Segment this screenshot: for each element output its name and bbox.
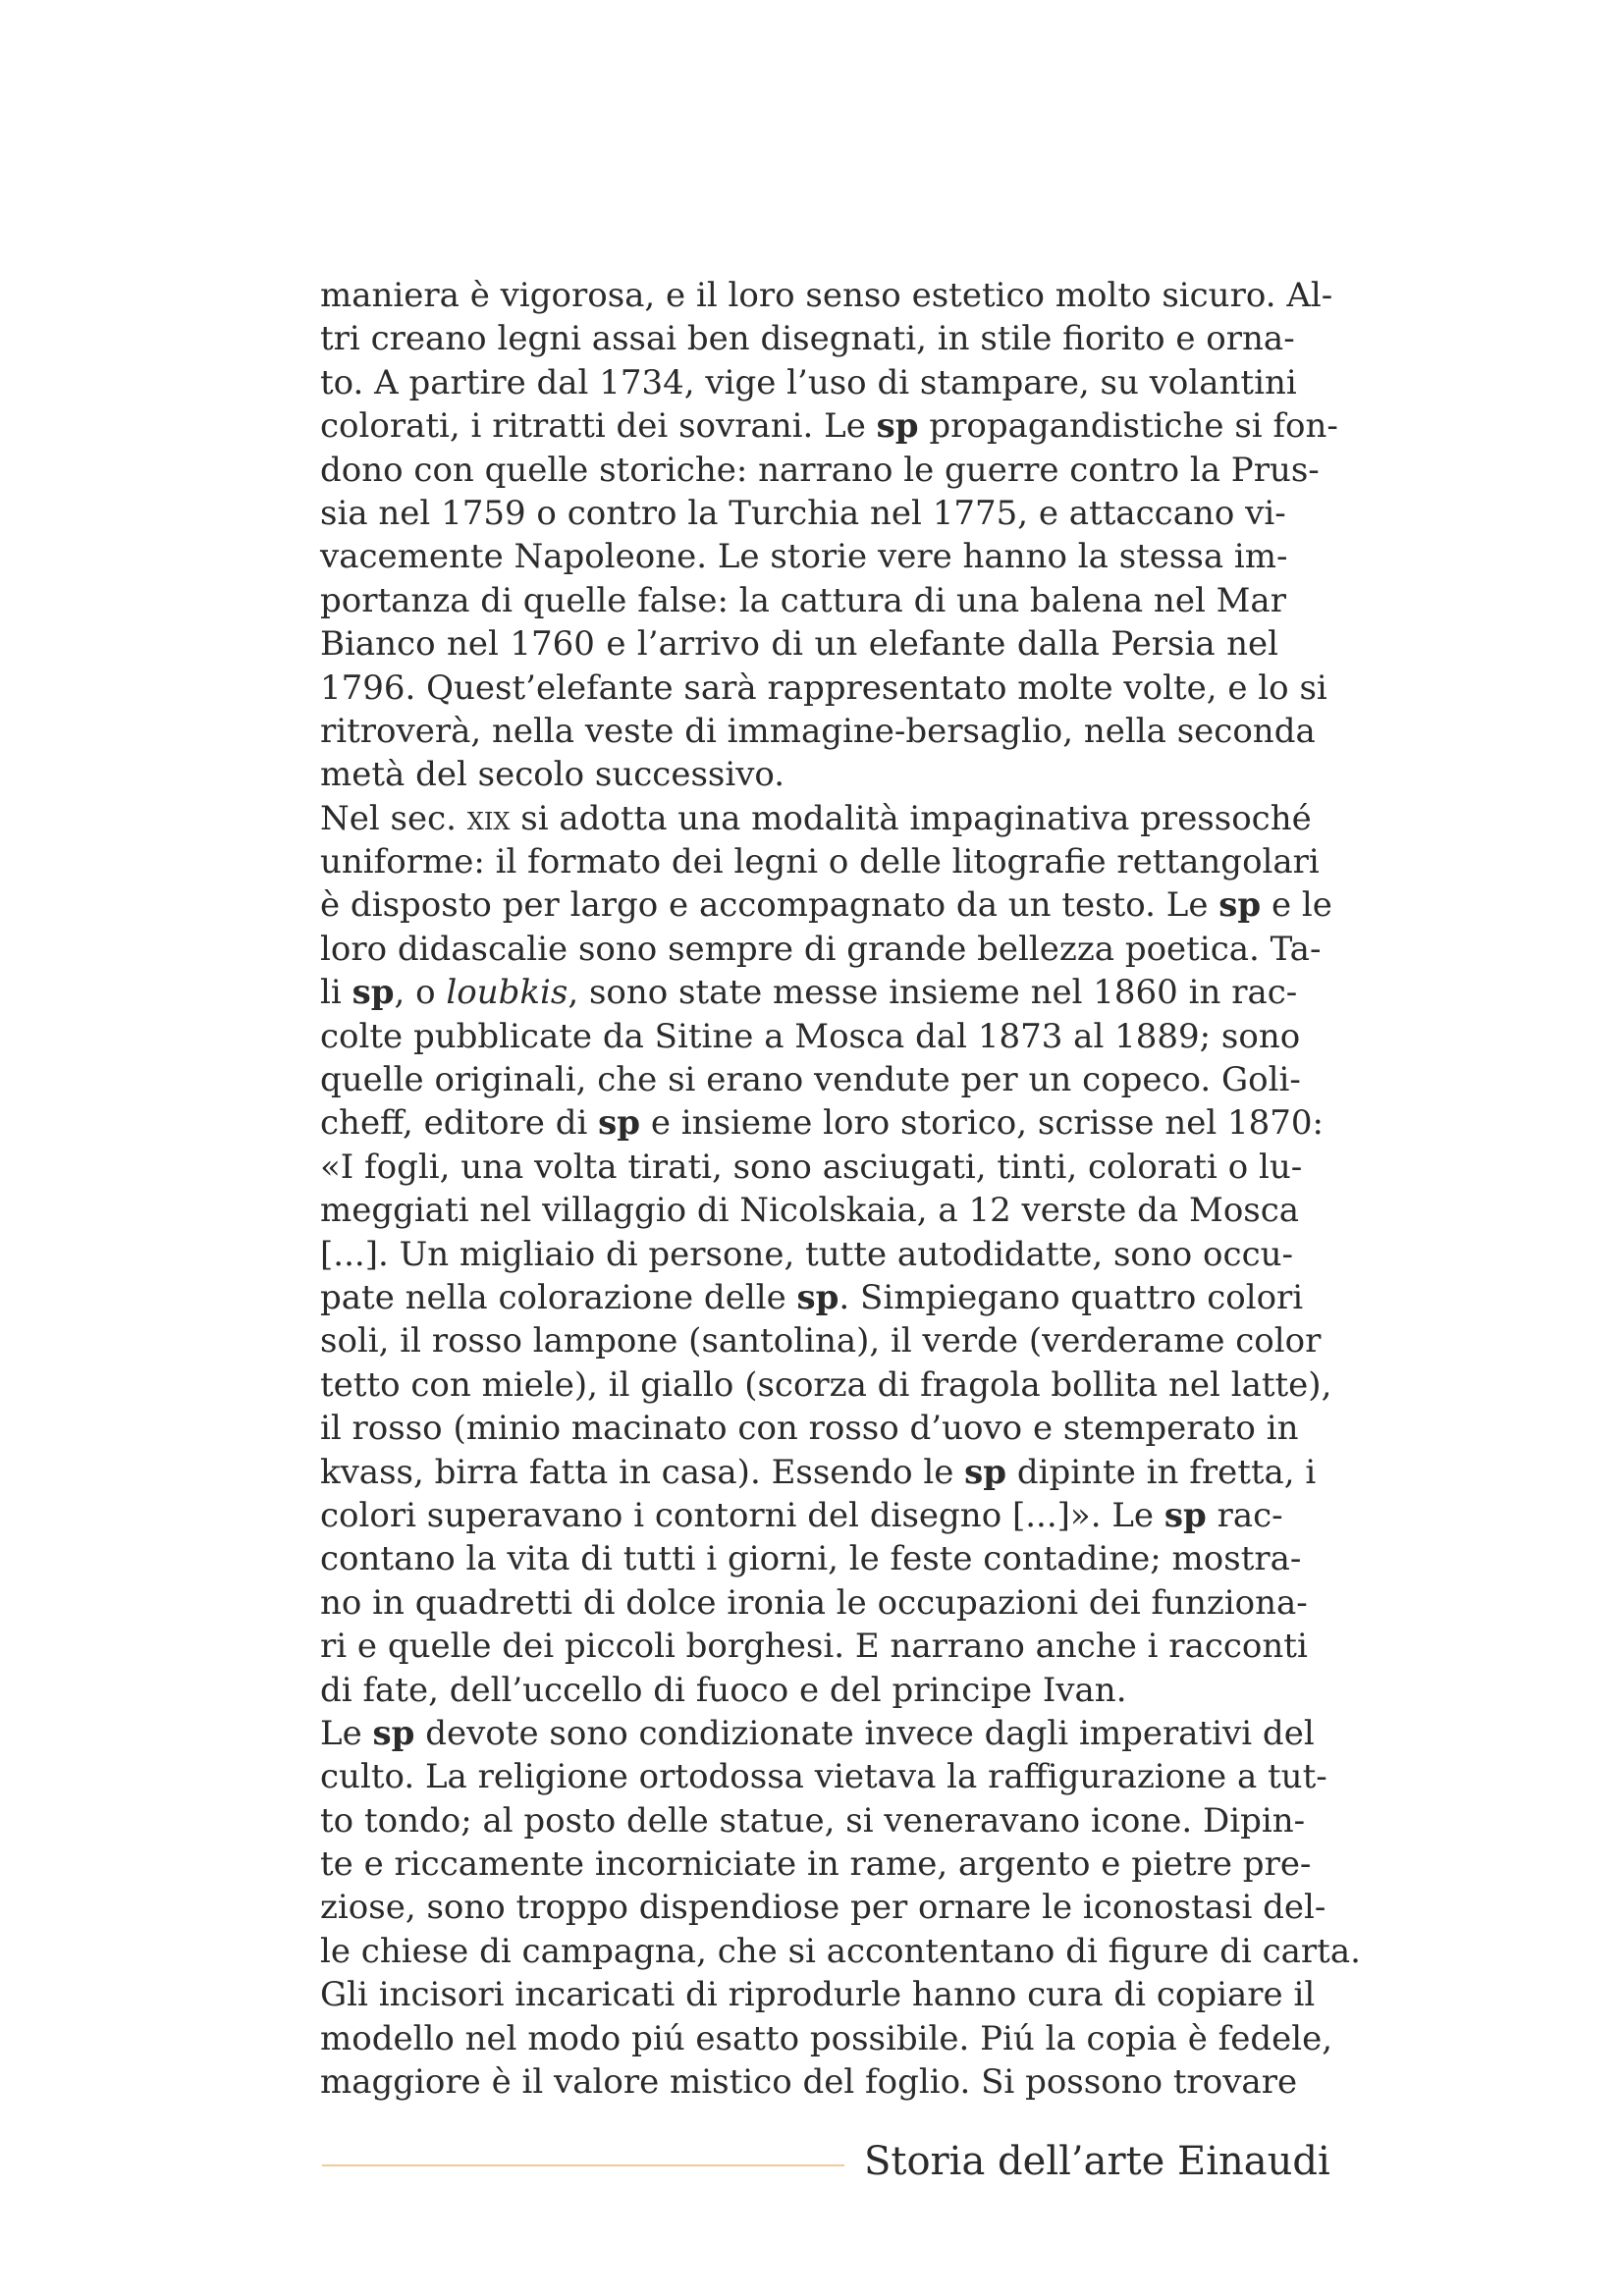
text-line	[320, 1842, 1312, 1886]
text-line	[320, 1886, 1326, 1929]
text-run: contano la vita di tutti i giorni, le feste contadine; mostra-	[320, 1539, 1302, 1579]
text-line	[320, 579, 1286, 622]
text-line	[320, 1407, 1299, 1450]
text-run: «I fogli, una volta tirati, sono asciugati, tinti, colorati o lu-	[320, 1147, 1303, 1187]
text-line	[320, 1233, 1293, 1276]
text-line	[320, 2017, 1333, 2060]
text-run: e insieme loro storico, scrisse nel 1870:	[640, 1103, 1325, 1144]
text-line	[320, 883, 1332, 927]
text-line	[320, 1146, 1303, 1189]
text-run: loro didascalie sono sempre di grande bellezza poetica. Ta-	[320, 929, 1322, 969]
text-line	[320, 2060, 1298, 2104]
text-line	[320, 971, 1298, 1014]
text-run: to. A partire dal 1734, vige l’uso di stampare, su volantini	[320, 362, 1297, 402]
text-run: vacemente Napoleone. Le storie vere hanno la stessa im-	[320, 537, 1288, 577]
text-line	[320, 1276, 1304, 1319]
text-line	[320, 449, 1320, 492]
term-abbrev: sp	[796, 1277, 839, 1317]
text-run: soli, il rosso lampone (santolina), il verde (verderame color	[320, 1321, 1322, 1362]
text-line	[320, 1494, 1283, 1537]
paragraph	[320, 797, 1332, 1712]
text-run: pate nella colorazione delle	[320, 1277, 797, 1317]
text-run: meggiati nel villaggio di Nicolskaia, a 12 verste da Mosca	[320, 1191, 1300, 1231]
text-run: modello nel modo piú esatto possibile. Piú la copia è fedele,	[320, 2018, 1333, 2058]
footer-title: Storia dell’arte Einaudi	[864, 2139, 1330, 2184]
text-run: e le	[1261, 885, 1332, 926]
text-run: le chiese di campagna, che si accontentano di figure di carta.	[320, 1931, 1361, 1971]
text-run: devote sono condizionate invece dagli imperativi del	[414, 1713, 1315, 1753]
text-line	[320, 622, 1278, 666]
text-run: colori superavano i contorni del disegno [...]». Le	[320, 1495, 1164, 1535]
text-line	[320, 1058, 1301, 1101]
paragraph	[320, 1712, 1361, 2105]
text-line	[320, 1451, 1317, 1494]
text-run: portanza di quelle false: la cattura di una balena nel Mar	[320, 580, 1286, 620]
text-line	[320, 1973, 1316, 2016]
text-line	[320, 1669, 1278, 1712]
text-line	[320, 1101, 1325, 1145]
text-run: propagandistiche si fon-	[918, 406, 1338, 447]
text-run: to tondo; al posto delle statue, si veneravano icone. Dipin-	[320, 1800, 1306, 1841]
text-run: , o	[394, 973, 447, 1013]
text-run: quelle originali, che si erano vendute per un copeco. Goli-	[320, 1060, 1301, 1100]
text-run: ri e quelle dei piccoli borghesi. E narrano anche i racconti	[320, 1627, 1308, 1667]
text-line	[320, 1015, 1301, 1058]
text-run: di fate, dell’uccello di fuoco e del principe Ivan.	[320, 1670, 1127, 1710]
text-run: uniforme: il formato dei legni o delle litografie rettangolari	[320, 842, 1320, 882]
text-run: maggiore è il valore mistico del foglio. Si possono trovare	[320, 2062, 1298, 2103]
text-line	[320, 1319, 1322, 1362]
text-run: . Simpiegano quattro colori	[839, 1277, 1304, 1317]
text-run: maniera è vigorosa, e il loro senso estetico molto sicuro. Al-	[320, 276, 1333, 315]
italic-term: loubkis	[446, 973, 568, 1013]
text-line	[320, 797, 1312, 840]
text-line	[320, 274, 1333, 317]
text-run: tetto con miele), il giallo (scorza di fragola bollita nel latte),	[320, 1364, 1332, 1405]
text-run: , sono state messe insieme nel 1860 in rac-	[568, 973, 1298, 1013]
text-run: no in quadretti di dolce ironia le occupazioni dei funziona-	[320, 1582, 1308, 1623]
text-line	[320, 535, 1288, 578]
text-line	[320, 710, 1316, 753]
text-line	[320, 1363, 1332, 1407]
small-caps-numeral: xix	[466, 798, 511, 838]
text-run: te e riccamente incorniciate in rame, argento e pietre pre-	[320, 1844, 1312, 1885]
text-run: il rosso (minio macinato con rosso d’uovo e stemperato in	[320, 1409, 1299, 1449]
text-run: [...]. Un migliaio di persone, tutte autodidatte, sono occu-	[320, 1234, 1293, 1274]
text-line	[320, 1537, 1302, 1580]
text-line	[320, 1625, 1308, 1668]
term-abbrev: sp	[1218, 885, 1262, 926]
body-text	[320, 274, 1361, 2104]
text-run: metà del secolo successivo.	[320, 755, 785, 795]
text-line	[320, 1799, 1306, 1842]
text-run: Le	[320, 1713, 373, 1753]
text-run: si adotta una modalità impaginativa pressoché	[510, 798, 1312, 838]
text-run: dipinte in fretta, i	[1006, 1452, 1317, 1492]
text-run: Bianco nel 1760 e l’arrivo di un elefante dalla Persia nel	[320, 624, 1278, 665]
text-line	[320, 1712, 1315, 1755]
term-abbrev: sp	[1163, 1495, 1207, 1535]
text-run: è disposto per largo e accompagnato da un testo. Le	[320, 885, 1219, 926]
text-run: ritroverà, nella veste di immagine-bersaglio, nella seconda	[320, 711, 1316, 751]
text-run: 1796. Quest’elefante sarà rappresentato molte volte, e lo si	[320, 667, 1327, 708]
text-run: Gli incisori incaricati di riprodurle hanno cura di copiare il	[320, 1975, 1316, 2015]
text-run: li	[320, 973, 352, 1013]
text-run: kvass, birra fatta in casa). Essendo le	[320, 1452, 965, 1492]
text-line	[320, 667, 1327, 710]
text-run: ziose, sono troppo dispendiose per ornare le iconostasi del-	[320, 1888, 1326, 1928]
term-abbrev: sp	[352, 973, 395, 1013]
text-run: colorati, i ritratti dei sovrani. Le	[320, 406, 877, 447]
text-run: cheff, editore di	[320, 1103, 599, 1144]
footer-rule	[322, 2164, 844, 2166]
text-run: dono con quelle storiche: narrano le guerre contro la Prus-	[320, 450, 1320, 490]
text-line	[320, 361, 1297, 404]
text-line	[320, 1581, 1308, 1625]
text-run: Nel sec.	[320, 798, 467, 838]
text-line	[320, 1189, 1300, 1232]
term-abbrev: sp	[876, 406, 919, 447]
text-line	[320, 1930, 1361, 1973]
text-run: colte pubblicate da Sitine a Mosca dal 1873 al 1889; sono	[320, 1016, 1301, 1056]
text-line	[320, 317, 1295, 360]
paragraph	[320, 274, 1338, 797]
text-line	[320, 1755, 1327, 1798]
text-line	[320, 840, 1320, 883]
text-line	[320, 404, 1338, 448]
text-run: rac-	[1206, 1495, 1283, 1535]
text-line	[320, 492, 1286, 535]
term-abbrev: sp	[598, 1103, 641, 1144]
text-run: sia nel 1759 o contro la Turchia nel 1775, e attaccano vi-	[320, 493, 1286, 533]
term-abbrev: sp	[372, 1713, 415, 1753]
term-abbrev: sp	[964, 1452, 1007, 1492]
text-line	[320, 928, 1322, 971]
text-line	[320, 753, 1278, 796]
text-run: culto. La religione ortodossa vietava la raffigurazione a tut-	[320, 1757, 1327, 1797]
text-run: tri creano legni assai ben disegnati, in stile fiorito e orna-	[320, 319, 1295, 359]
